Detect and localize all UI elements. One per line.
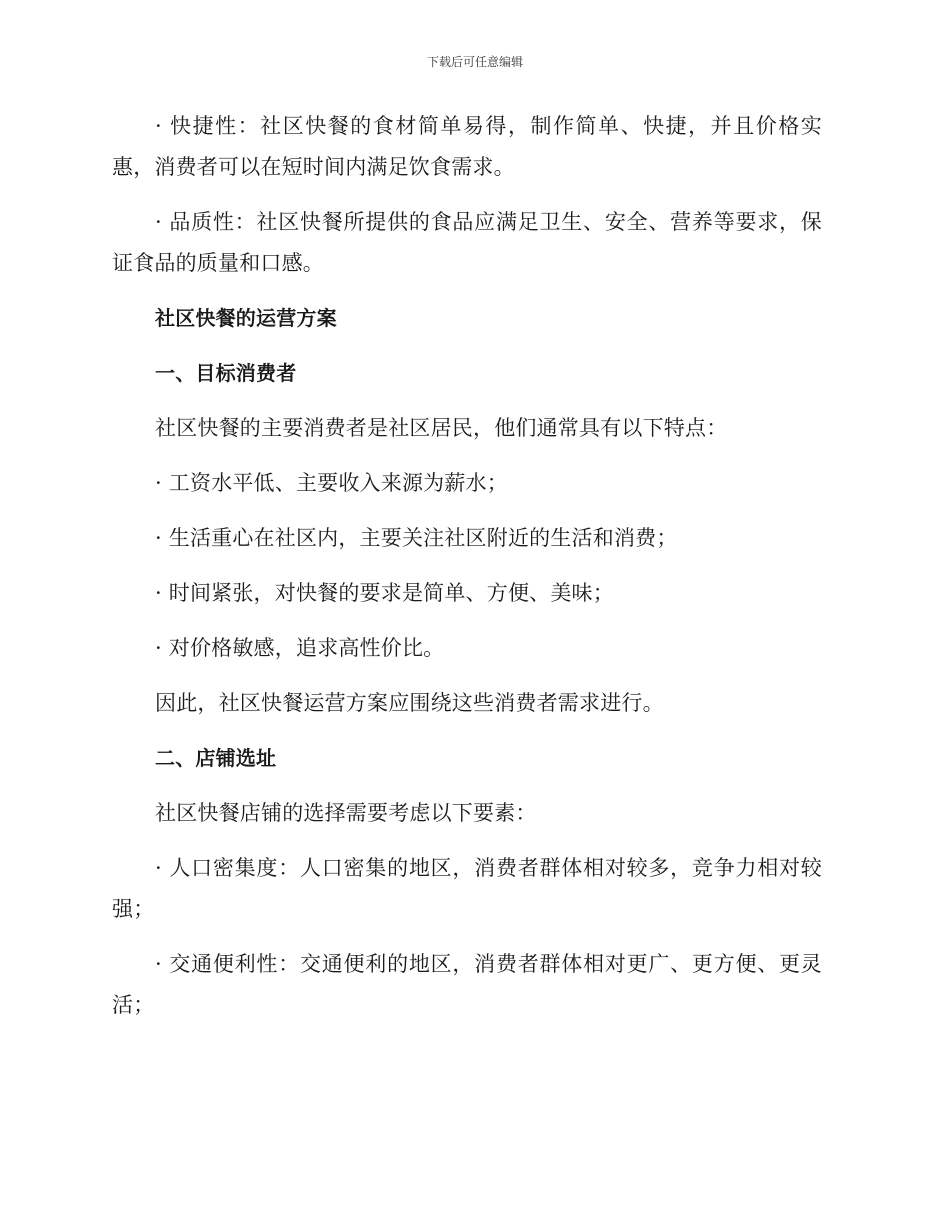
document-body <box>112 106 822 1026</box>
paragraph-location-intro: 社区快餐店铺的选择需要考虑以下要素： <box>155 801 537 825</box>
list-item-income: · 工资水平低、主要收入来源为薪水； <box>155 471 508 495</box>
heading-store-location: 二、店铺选址 <box>155 746 277 770</box>
paragraph-consumer-intro: 社区快餐的主要消费者是社区居民，他们通常具有以下特点： <box>155 416 728 440</box>
paragraph-quality: · 品质性：社区快餐所提供的食品应满足卫生、安全、营养等要求，保证食品的质量和口感。 <box>112 210 822 275</box>
list-item-population-density: · 人口密集度：人口密集的地区，消费者群体相对较多，竞争力相对较强； <box>112 856 822 921</box>
paragraph-convenience: · 快捷性：社区快餐的食材简单易得，制作简单、快捷，并且价格实惠，消费者可以在短时间内满足饮食需求。 <box>112 114 822 179</box>
list-item-community-focus: · 生活重心在社区内，主要关注社区附近的生活和消费； <box>155 526 678 550</box>
list-item-price: · 对价格敏感，追求高性价比。 <box>155 636 445 660</box>
paragraph-conclusion: 因此，社区快餐运营方案应围绕这些消费者需求进行。 <box>155 691 664 715</box>
page-header: 下载后可任意编辑 <box>426 55 523 69</box>
list-item-transport: · 交通便利性：交通便利的地区，消费者群体相对更广、更方便、更灵活； <box>112 952 822 1017</box>
section-title-operations: 社区快餐的运营方案 <box>155 306 337 330</box>
heading-target-consumers: 一、目标消费者 <box>155 361 297 385</box>
list-item-time: · 时间紧张，对快餐的要求是简单、方便、美味； <box>155 581 614 605</box>
